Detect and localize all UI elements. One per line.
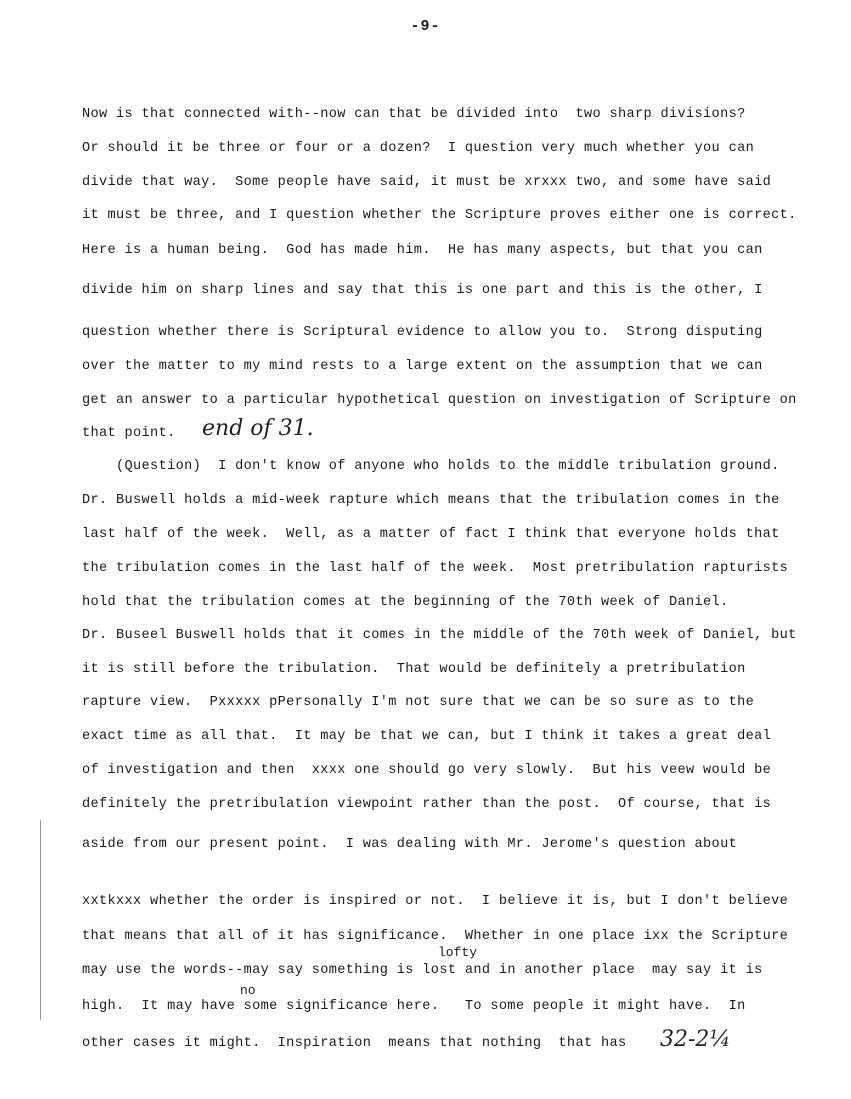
text-line: definitely the pretribulation viewpoint rather than the post. Of course, that is — [82, 797, 772, 812]
margin-line — [40, 820, 41, 1020]
text-line: (Question) I don't know of anyone who holds to the middle tribulation ground. — [82, 459, 780, 474]
handwritten-page-ref: 32-2¼ — [660, 1027, 731, 1052]
text-line: get an answer to a particular hypothetical question on investigation of Scripture on — [82, 393, 797, 408]
text-line: Now is that connected with--now can that be divided into two sharp divisions? — [82, 107, 746, 122]
text-line: divide that way. Some people have said, it must be xrxxx two, and some have said — [82, 175, 772, 190]
inserted-word-lofty: lofty — [438, 945, 478, 960]
text-line: over the matter to my mind rests to a large extent on the assumption that we can — [82, 359, 763, 374]
text-line: question whether there is Scriptural evidence to allow you to. Strong disputing — [82, 325, 763, 340]
inserted-word-no: no — [240, 983, 256, 998]
text-line: rapture view. Pxxxxx pPersonally I'm not sure that we can be so sure as to the — [82, 695, 755, 710]
text-line: last half of the week. Well, as a matter of fact I think that everyone holds that — [82, 527, 780, 542]
text-line: high. It may have some significance here. To some people it might have. In — [82, 999, 746, 1014]
handwritten-end-note: end of 31. — [202, 416, 314, 441]
text-line: may use the words--may say something is lost and in another place may say it is — [82, 963, 763, 978]
text-line: xxtkxxx whether the order is inspired or not. I believe it is, but I don't believe — [82, 894, 789, 909]
page-number: -9- — [410, 18, 441, 35]
text-line: aside from our present point. I was dealing with Mr. Jerome's question about — [82, 837, 738, 852]
text-line: exact time as all that. It may be that we can, but I think it takes a great deal — [82, 729, 772, 744]
text-line: Dr. Buseel Buswell holds that it comes in the middle of the 70th week of Daniel, but — [82, 628, 797, 643]
text-line: that point. — [82, 426, 176, 441]
text-line: Here is a human being. God has made him. He has many aspects, but that you can — [82, 243, 763, 258]
text-line: divide him on sharp lines and say that this is one part and this is the other, I — [82, 283, 763, 298]
text-line: of investigation and then xxxx one should go very slowly. But his veew would be — [82, 763, 772, 778]
text-line: Dr. Buswell holds a mid-week rapture which means that the tribulation comes in the — [82, 493, 780, 508]
text-line: that means that all of it has significance. Whether in one place ixx the Scripture — [82, 929, 789, 944]
text-line: Or should it be three or four or a dozen? I question very much whether you can — [82, 141, 755, 156]
text-line: it is still before the tribulation. That would be definitely a pretribulation — [82, 662, 746, 677]
text-line: hold that the tribulation comes at the beginning of the 70th week of Daniel. — [82, 595, 729, 610]
text-line: other cases it might. Inspiration means that nothing that has — [82, 1036, 627, 1051]
text-line: it must be three, and I question whether the Scripture proves either one is correct. — [82, 208, 797, 223]
text-line: the tribulation comes in the last half of the week. Most pretribulation rapturists — [82, 561, 789, 576]
